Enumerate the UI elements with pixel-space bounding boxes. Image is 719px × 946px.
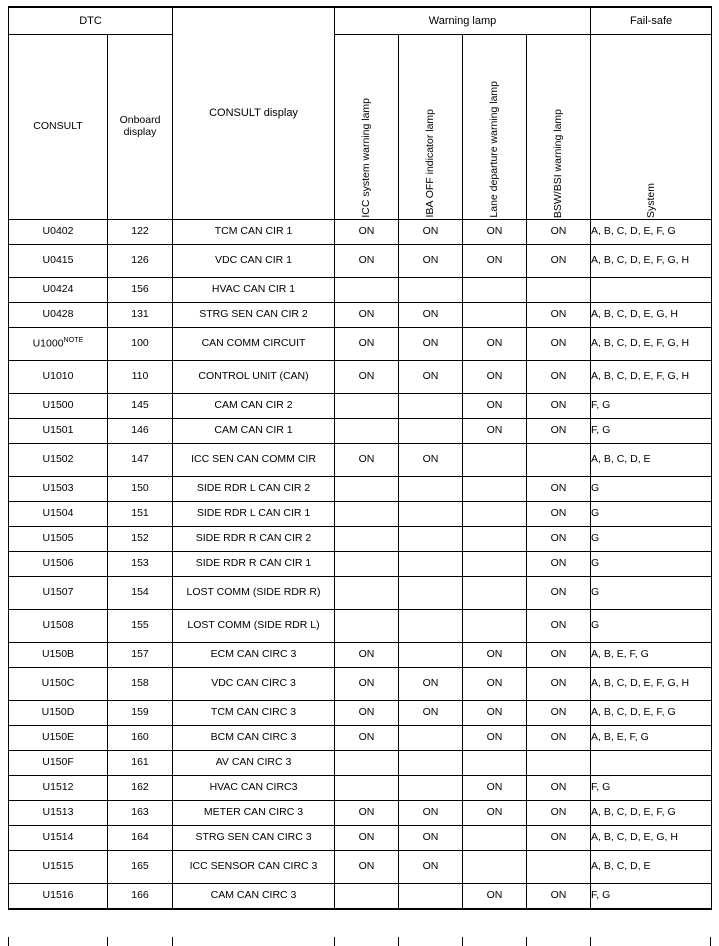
header-system xyxy=(591,35,712,220)
cell-lamp-bsw: ON xyxy=(527,577,591,610)
cell-onboard-display: 158 xyxy=(108,668,173,701)
cell-fail-safe-system: A, B, E, F, G xyxy=(591,643,712,668)
cell-consult-display: HVAC CAN CIR 1 xyxy=(173,278,335,303)
cell-consult-code: U1514 xyxy=(9,826,108,851)
cell-lamp-iba: ON xyxy=(399,361,463,394)
cell-consult-display: SIDE RDR R CAN CIR 2 xyxy=(173,527,335,552)
cell-onboard-display: 131 xyxy=(108,303,173,328)
cell-fail-safe-system: G xyxy=(591,610,712,643)
vertical-label-wrap xyxy=(527,36,590,218)
cell-lamp-lane xyxy=(463,303,527,328)
cell-fail-safe-system: F, G xyxy=(591,884,712,910)
cell-consult-display: CAN COMM CIRCUIT xyxy=(173,328,335,361)
table-row xyxy=(9,851,712,884)
cell-lamp-bsw: ON xyxy=(527,826,591,851)
cell-lamp-lane xyxy=(463,278,527,303)
table-row xyxy=(9,884,712,910)
cell-consult-code: U1507 xyxy=(9,577,108,610)
cell-consult-display: SIDE RDR L CAN CIR 2 xyxy=(173,477,335,502)
header-lamp-lane-label: Lane departure warning lamp xyxy=(488,81,501,218)
cell-lamp-icc xyxy=(335,419,399,444)
cell-fail-safe-system: A, B, C, D, E, F, G xyxy=(591,801,712,826)
cell-fail-safe-system: A, B, C, D, E, G, H xyxy=(591,303,712,328)
cell-lamp-icc: ON xyxy=(335,361,399,394)
cell-fail-safe-system xyxy=(591,278,712,303)
vertical-label-wrap xyxy=(463,36,526,218)
cell-lamp-icc: ON xyxy=(335,668,399,701)
cell-lamp-icc xyxy=(335,278,399,303)
table-row xyxy=(9,527,712,552)
cell-lamp-lane: ON xyxy=(463,801,527,826)
cell-fail-safe-system: A, B, C, D, E, F, G xyxy=(591,701,712,726)
header-lamp-bsw-label: BSW/BSI warning lamp xyxy=(552,108,565,218)
cell-lamp-iba xyxy=(399,394,463,419)
cell-consult-display: METER CAN CIRC 3 xyxy=(173,801,335,826)
cell-consult-display: STRG SEN CAN CIR 2 xyxy=(173,303,335,328)
cell-onboard-display: 146 xyxy=(108,419,173,444)
cell-lamp-lane: ON xyxy=(463,361,527,394)
cell-onboard-display: 161 xyxy=(108,751,173,776)
cell-lamp-lane: ON xyxy=(463,394,527,419)
cell-lamp-iba xyxy=(399,527,463,552)
cell-fail-safe-system: A, B, C, D, E xyxy=(591,851,712,884)
cell-consult-display: AV CAN CIRC 3 xyxy=(173,751,335,776)
cell-consult-display: VDC CAN CIR 1 xyxy=(173,245,335,278)
cell-consult-display: LOST COMM (SIDE RDR R) xyxy=(173,577,335,610)
cell-lamp-bsw xyxy=(527,444,591,477)
cell-onboard-display: 126 xyxy=(108,245,173,278)
cell-lamp-lane: ON xyxy=(463,776,527,801)
cell-lamp-lane: ON xyxy=(463,668,527,701)
cell-lamp-lane xyxy=(463,751,527,776)
cell-consult-display: LOST COMM (SIDE RDR L) xyxy=(173,610,335,643)
cell-lamp-icc: ON xyxy=(335,851,399,884)
cell-lamp-iba xyxy=(399,419,463,444)
vertical-label-wrap xyxy=(399,36,462,218)
column-rule-stubs xyxy=(8,937,711,946)
cell-lamp-bsw: ON xyxy=(527,394,591,419)
cell-consult-display: CAM CAN CIR 1 xyxy=(173,419,335,444)
cell-lamp-icc xyxy=(335,477,399,502)
table-row xyxy=(9,577,712,610)
header-lamp-lane xyxy=(463,35,527,220)
cell-lamp-bsw xyxy=(527,851,591,884)
cell-consult-code: U150D xyxy=(9,701,108,726)
table-row xyxy=(9,303,712,328)
cell-lamp-iba xyxy=(399,278,463,303)
cell-onboard-display: 110 xyxy=(108,361,173,394)
header-onboard-display: Onboard display xyxy=(108,35,173,220)
header-fail-safe-group: Fail-safe xyxy=(591,7,712,35)
header-lamp-icc-label: ICC system warning lamp xyxy=(360,98,373,218)
cell-consult-display: CONTROL UNIT (CAN) xyxy=(173,361,335,394)
cell-lamp-iba: ON xyxy=(399,220,463,245)
cell-lamp-icc xyxy=(335,610,399,643)
cell-consult-code: U150F xyxy=(9,751,108,776)
cell-fail-safe-system: F, G xyxy=(591,394,712,419)
cell-consult-display: ICC SENSOR CAN CIRC 3 xyxy=(173,851,335,884)
cell-fail-safe-system: G xyxy=(591,577,712,610)
header-lamp-iba xyxy=(399,35,463,220)
cell-lamp-icc: ON xyxy=(335,826,399,851)
cell-consult-display: CAM CAN CIR 2 xyxy=(173,394,335,419)
cell-lamp-bsw: ON xyxy=(527,643,591,668)
cell-lamp-bsw: ON xyxy=(527,726,591,751)
vertical-label-wrap xyxy=(335,36,398,218)
cell-lamp-iba xyxy=(399,776,463,801)
cell-consult-display: VDC CAN CIRC 3 xyxy=(173,668,335,701)
table-row xyxy=(9,751,712,776)
table-row xyxy=(9,826,712,851)
cell-fail-safe-system: A, B, E, F, G xyxy=(591,726,712,751)
cell-consult-display: ECM CAN CIRC 3 xyxy=(173,643,335,668)
cell-lamp-bsw: ON xyxy=(527,776,591,801)
cell-lamp-bsw: ON xyxy=(527,245,591,278)
cell-lamp-icc xyxy=(335,751,399,776)
cell-fail-safe-system: F, G xyxy=(591,776,712,801)
cell-consult-display: CAM CAN CIRC 3 xyxy=(173,884,335,910)
cell-consult-display: SIDE RDR L CAN CIR 1 xyxy=(173,502,335,527)
cell-lamp-icc: ON xyxy=(335,701,399,726)
header-warning-lamp-group: Warning lamp xyxy=(335,7,591,35)
table-row xyxy=(9,477,712,502)
cell-lamp-bsw: ON xyxy=(527,220,591,245)
cell-lamp-icc xyxy=(335,577,399,610)
table-row xyxy=(9,361,712,394)
cell-lamp-iba xyxy=(399,477,463,502)
header-system-label: System xyxy=(644,182,657,218)
cell-onboard-display: 164 xyxy=(108,826,173,851)
cell-lamp-icc xyxy=(335,552,399,577)
table-row xyxy=(9,328,712,361)
cell-consult-display: ICC SEN CAN COMM CIR xyxy=(173,444,335,477)
cell-onboard-display: 166 xyxy=(108,884,173,910)
cell-lamp-icc xyxy=(335,776,399,801)
cell-lamp-iba: ON xyxy=(399,303,463,328)
cell-fail-safe-system: A, B, C, D, E, F, G xyxy=(591,220,712,245)
vertical-label-wrap xyxy=(591,36,711,218)
cell-lamp-iba: ON xyxy=(399,328,463,361)
cell-lamp-iba: ON xyxy=(399,851,463,884)
cell-onboard-display: 156 xyxy=(108,278,173,303)
cell-onboard-display: 122 xyxy=(108,220,173,245)
table-row xyxy=(9,610,712,643)
table-row xyxy=(9,776,712,801)
cell-fail-safe-system: A, B, C, D, E, F, G, H xyxy=(591,328,712,361)
cell-lamp-lane: ON xyxy=(463,726,527,751)
table-row xyxy=(9,419,712,444)
cell-lamp-lane xyxy=(463,502,527,527)
cell-lamp-lane: ON xyxy=(463,884,527,910)
cell-lamp-lane xyxy=(463,527,527,552)
cell-onboard-display: 153 xyxy=(108,552,173,577)
cell-lamp-icc xyxy=(335,394,399,419)
cell-fail-safe-system: G xyxy=(591,502,712,527)
cell-onboard-display: 159 xyxy=(108,701,173,726)
cell-fail-safe-system: G xyxy=(591,552,712,577)
cell-consult-code: U1515 xyxy=(9,851,108,884)
cell-lamp-bsw: ON xyxy=(527,884,591,910)
cell-lamp-iba: ON xyxy=(399,668,463,701)
cell-lamp-bsw: ON xyxy=(527,610,591,643)
cell-lamp-icc xyxy=(335,502,399,527)
cell-lamp-icc: ON xyxy=(335,328,399,361)
cell-lamp-lane: ON xyxy=(463,245,527,278)
table-body xyxy=(9,220,712,910)
cell-consult-display: SIDE RDR R CAN CIR 1 xyxy=(173,552,335,577)
cell-lamp-bsw: ON xyxy=(527,668,591,701)
cell-onboard-display: 165 xyxy=(108,851,173,884)
cell-lamp-bsw: ON xyxy=(527,502,591,527)
cell-consult-code: U1506 xyxy=(9,552,108,577)
cell-onboard-display: 150 xyxy=(108,477,173,502)
cell-consult-display: STRG SEN CAN CIRC 3 xyxy=(173,826,335,851)
cell-lamp-bsw: ON xyxy=(527,527,591,552)
cell-onboard-display: 151 xyxy=(108,502,173,527)
cell-onboard-display: 100 xyxy=(108,328,173,361)
cell-fail-safe-system xyxy=(591,751,712,776)
cell-lamp-lane xyxy=(463,851,527,884)
cell-consult-display: BCM CAN CIRC 3 xyxy=(173,726,335,751)
header-lamp-bsw xyxy=(527,35,591,220)
header-lamp-iba-label: IBA OFF indicator lamp xyxy=(424,109,437,218)
cell-lamp-bsw: ON xyxy=(527,477,591,502)
cell-consult-display: HVAC CAN CIRC3 xyxy=(173,776,335,801)
cell-fail-safe-system: F, G xyxy=(591,419,712,444)
cell-onboard-display: 145 xyxy=(108,394,173,419)
cell-onboard-display: 147 xyxy=(108,444,173,477)
cell-lamp-iba xyxy=(399,610,463,643)
cell-lamp-bsw: ON xyxy=(527,701,591,726)
cell-consult-code: U1516 xyxy=(9,884,108,910)
cell-lamp-bsw: ON xyxy=(527,361,591,394)
cell-fail-safe-system: G xyxy=(591,477,712,502)
cell-lamp-icc: ON xyxy=(335,801,399,826)
cell-lamp-icc xyxy=(335,884,399,910)
table-row xyxy=(9,220,712,245)
cell-onboard-display: 162 xyxy=(108,776,173,801)
table-row xyxy=(9,801,712,826)
cell-consult-code: U150B xyxy=(9,643,108,668)
table-row xyxy=(9,278,712,303)
table-row xyxy=(9,643,712,668)
cell-consult-code: U1513 xyxy=(9,801,108,826)
cell-lamp-iba xyxy=(399,726,463,751)
cell-fail-safe-system: A, B, C, D, E, G, H xyxy=(591,826,712,851)
cell-lamp-iba xyxy=(399,751,463,776)
cell-lamp-icc: ON xyxy=(335,444,399,477)
cell-lamp-bsw: ON xyxy=(527,303,591,328)
cell-lamp-lane xyxy=(463,826,527,851)
header-group-row xyxy=(9,7,712,35)
cell-lamp-lane xyxy=(463,577,527,610)
cell-onboard-display: 154 xyxy=(108,577,173,610)
cell-lamp-lane: ON xyxy=(463,701,527,726)
cell-consult-code: U0428 xyxy=(9,303,108,328)
cell-lamp-icc: ON xyxy=(335,643,399,668)
table-row xyxy=(9,502,712,527)
header-sub-row xyxy=(9,35,712,220)
cell-consult-code: U1010 xyxy=(9,361,108,394)
cell-lamp-iba: ON xyxy=(399,444,463,477)
table-row xyxy=(9,552,712,577)
cell-onboard-display: 152 xyxy=(108,527,173,552)
note-superscript: NOTE xyxy=(63,337,84,345)
cell-consult-code: U150E xyxy=(9,726,108,751)
table-row xyxy=(9,444,712,477)
cell-fail-safe-system: A, B, C, D, E xyxy=(591,444,712,477)
cell-consult-display: TCM CAN CIR 1 xyxy=(173,220,335,245)
cell-consult-code: U150C xyxy=(9,668,108,701)
cell-fail-safe-system: A, B, C, D, E, F, G, H xyxy=(591,245,712,278)
cell-lamp-iba xyxy=(399,884,463,910)
cell-lamp-bsw xyxy=(527,751,591,776)
cell-onboard-display: 160 xyxy=(108,726,173,751)
cell-lamp-lane: ON xyxy=(463,220,527,245)
cell-lamp-bsw: ON xyxy=(527,419,591,444)
cell-consult-code: U0402 xyxy=(9,220,108,245)
cell-lamp-lane xyxy=(463,552,527,577)
header-dtc-group: DTC xyxy=(9,7,173,35)
cell-lamp-iba xyxy=(399,577,463,610)
header-consult: CONSULT xyxy=(9,35,108,220)
cell-lamp-iba: ON xyxy=(399,801,463,826)
cell-lamp-lane: ON xyxy=(463,643,527,668)
cell-lamp-iba: ON xyxy=(399,245,463,278)
table-row xyxy=(9,668,712,701)
cell-onboard-display: 155 xyxy=(108,610,173,643)
cell-fail-safe-system: G xyxy=(591,527,712,552)
cell-fail-safe-system: A, B, C, D, E, F, G, H xyxy=(591,361,712,394)
cell-lamp-icc: ON xyxy=(335,726,399,751)
table-row xyxy=(9,394,712,419)
cell-consult-code: U1505 xyxy=(9,527,108,552)
cell-lamp-icc: ON xyxy=(335,303,399,328)
cell-lamp-lane: ON xyxy=(463,328,527,361)
cell-consult-code: U1501 xyxy=(9,419,108,444)
header-consult-display: CONSULT display xyxy=(173,7,335,220)
table-header xyxy=(9,7,712,220)
cell-lamp-lane: ON xyxy=(463,419,527,444)
cell-lamp-lane xyxy=(463,610,527,643)
header-lamp-icc xyxy=(335,35,399,220)
dtc-warning-lamp-table xyxy=(8,6,712,910)
cell-consult-code: U1512 xyxy=(9,776,108,801)
cell-lamp-icc xyxy=(335,527,399,552)
cell-consult-code: U1500 xyxy=(9,394,108,419)
cell-lamp-bsw: ON xyxy=(527,801,591,826)
cell-consult-code: U1503 xyxy=(9,477,108,502)
cell-consult-code: U1508 xyxy=(9,610,108,643)
cell-consult-code: U0415 xyxy=(9,245,108,278)
table-row xyxy=(9,701,712,726)
cell-lamp-iba: ON xyxy=(399,826,463,851)
cell-lamp-lane xyxy=(463,477,527,502)
cell-lamp-bsw: ON xyxy=(527,328,591,361)
cell-consult-code: U1502 xyxy=(9,444,108,477)
table-row xyxy=(9,726,712,751)
cell-consult-code: $U1000^{NOTE}$ xyxy=(9,328,108,361)
cell-consult-code: U0424 xyxy=(9,278,108,303)
cell-lamp-iba xyxy=(399,502,463,527)
cell-lamp-icc: ON xyxy=(335,220,399,245)
cell-lamp-bsw: ON xyxy=(527,552,591,577)
cell-lamp-lane xyxy=(463,444,527,477)
cell-lamp-iba: ON xyxy=(399,701,463,726)
cell-consult-display: TCM CAN CIRC 3 xyxy=(173,701,335,726)
cell-onboard-display: 157 xyxy=(108,643,173,668)
table-row xyxy=(9,245,712,278)
cell-lamp-iba xyxy=(399,552,463,577)
cell-fail-safe-system: A, B, C, D, E, F, G, H xyxy=(591,668,712,701)
cell-consult-code: U1504 xyxy=(9,502,108,527)
cell-lamp-icc: ON xyxy=(335,245,399,278)
cell-lamp-iba xyxy=(399,643,463,668)
cell-lamp-bsw xyxy=(527,278,591,303)
cell-onboard-display: 163 xyxy=(108,801,173,826)
